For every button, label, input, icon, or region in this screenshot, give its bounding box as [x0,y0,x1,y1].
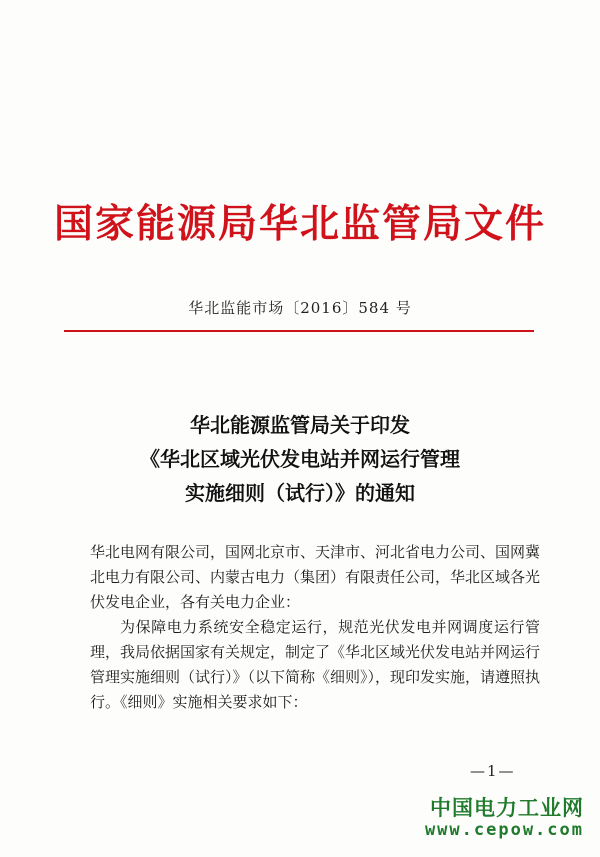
body-paragraph-1: 为保障电力系统安全稳定运行，规范光伏发电并网调度运行管理，我局依据国家有关规定，制定了《华北区域光伏发电站并网运行管理实施细则（试行）》（以下简称《细则》），现印发实施，请遵照执行。《细则》实施相关要求如下： [90,618,541,711]
notice-title-line-1: 华北能源监管局关于印发 [190,413,410,437]
issuing-authority-header: 国家能源局华北监管局文件 [53,201,546,247]
page-number: —1— [470,762,516,780]
watermark-site-name: 中国电力工业网 [430,796,584,820]
notice-body [90,540,540,715]
watermark-url: www.cepow.com [424,820,584,840]
document-number: 华北监能市场〔2016〕584 号 [188,299,412,317]
notice-title-line-3: 实施细则（试行）》的通知 [185,481,415,505]
recipients-paragraph: 华北电网有限公司，国网北京市、天津市、河北省电力公司、国网冀北电力有限公司、内蒙古电力（集团）有限责任公司，华北区域各光伏发电企业，各有关电力企业： [90,543,541,611]
notice-title-line-2: 《华北区域光伏发电站并网运行管理 [140,447,460,471]
red-divider-line [64,330,534,332]
notice-title [0,408,600,510]
